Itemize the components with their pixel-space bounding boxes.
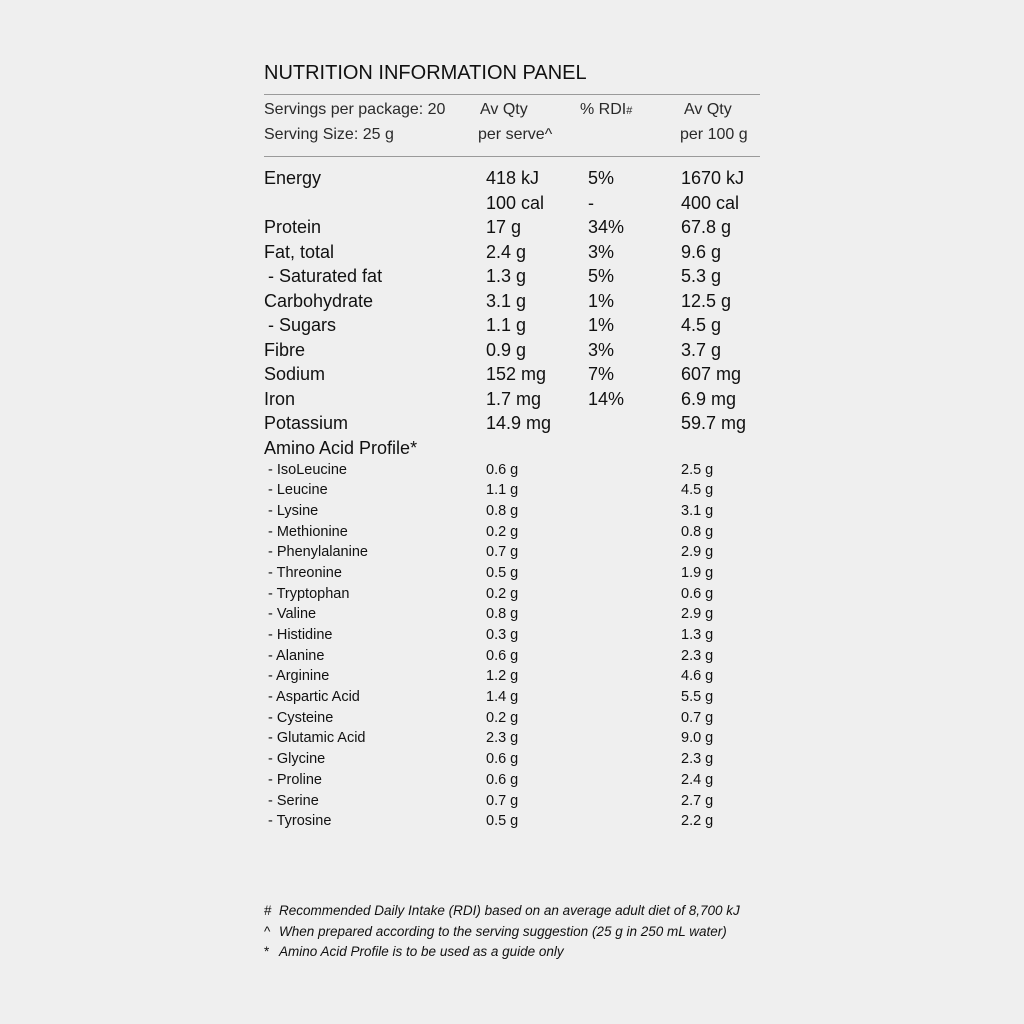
per-100g-value: 3.7 g (681, 339, 722, 360)
per-serve-value: 0.5 g (486, 813, 519, 830)
per-serve-value: 1.1 g (486, 482, 519, 499)
amino-acid-row (264, 687, 760, 708)
per-100g-value: 2.5 g (681, 461, 714, 478)
amino-acid-name: - Tyrosine (268, 813, 332, 830)
serving-size: Serving Size: 25 g (264, 126, 394, 143)
per-100g-value: 400 cal (681, 192, 740, 213)
amino-acid-row (264, 542, 760, 563)
rdi-value: 14% (588, 388, 625, 409)
per-100g-value: 2.9 g (681, 606, 714, 623)
amino-acid-row (264, 791, 760, 812)
nutrient-table (264, 166, 760, 436)
col-rdi-label (580, 101, 632, 119)
per-serve-value: 0.8 g (486, 606, 519, 623)
amino-acid-row (264, 501, 760, 522)
amino-acid-name: - Serine (268, 792, 319, 809)
per-serve-value: 418 kJ (486, 168, 540, 188)
footnote-symbol: ^ (264, 923, 271, 939)
nutrient-row (264, 215, 760, 240)
per-100g-value: 0.6 g (681, 585, 714, 602)
amino-acid-name: - Lysine (268, 502, 319, 519)
col-rdi-text: % RDI (580, 101, 627, 118)
amino-acid-name: - Histidine (268, 627, 333, 643)
per-100g-value: 4.5 g (681, 315, 722, 335)
nutrient-name: Fat, total (264, 241, 335, 262)
panel-title: NUTRITION INFORMATION PANEL (264, 62, 587, 84)
per-100g-value: 5.5 g (681, 689, 714, 706)
per-serve-value: 0.7 g (486, 792, 519, 809)
amino-acid-row (264, 728, 760, 749)
per-serve-value: 0.3 g (486, 627, 519, 643)
footnote-text: When prepared according to the serving suggestion (25 g in 250 mL water) (279, 923, 727, 939)
header-bottom-divider (264, 156, 760, 157)
per-serve-value: 100 cal (486, 192, 545, 213)
amino-acid-name: - Cysteine (268, 709, 334, 726)
per-100g-value: 607 mg (681, 364, 742, 384)
amino-acid-row (264, 522, 760, 543)
amino-acid-name: - Leucine (268, 482, 328, 499)
per-100g-value: 59.7 mg (681, 413, 747, 433)
nutrient-name: - Saturated fat (268, 266, 383, 286)
col-serve-label-1: Av Qty (480, 101, 528, 118)
amino-acid-row (264, 625, 760, 646)
per-serve-value: 0.8 g (486, 502, 519, 519)
per-serve-value: 14.9 mg (486, 413, 552, 433)
per-serve-value: 2.4 g (486, 241, 527, 262)
per-serve-value: 2.3 g (486, 730, 519, 747)
per-100g-value: 2.9 g (681, 544, 714, 561)
per-serve-value: 0.7 g (486, 544, 519, 561)
footnotes (264, 901, 740, 963)
footnote (264, 942, 740, 963)
per-serve-value: 0.6 g (486, 751, 519, 768)
rdi-value: 1% (588, 290, 615, 311)
nutrient-row (264, 338, 760, 363)
per-serve-value: 0.2 g (486, 709, 519, 726)
footnote (264, 901, 740, 922)
per-serve-value: 3.1 g (486, 290, 527, 311)
nutrient-name: Iron (264, 388, 296, 409)
nutrient-row (264, 289, 760, 314)
amino-acid-name: - Methionine (268, 523, 348, 540)
footnote-symbol: # (264, 903, 272, 918)
col-serve-label-2: per serve^ (478, 126, 553, 143)
amino-acid-row (264, 811, 760, 832)
per-100g-value: 4.5 g (681, 482, 714, 499)
amino-acid-name: - Phenylalanine (268, 544, 368, 561)
amino-acid-row (264, 563, 760, 584)
rdi-value: 3% (588, 339, 615, 360)
per-serve-value: 1.3 g (486, 266, 527, 286)
rdi-value: 5% (588, 168, 615, 188)
amino-acid-name: - Arginine (268, 668, 330, 685)
rdi-value: 34% (588, 217, 625, 237)
footnote-symbol: * (264, 944, 270, 959)
nutrient-row (264, 240, 760, 265)
amino-acid-row (264, 749, 760, 770)
per-serve-value: 0.6 g (486, 771, 519, 788)
per-100g-value: 6.9 mg (681, 388, 737, 409)
nutrient-row (264, 411, 760, 436)
rdi-value: 5% (588, 266, 615, 286)
col-100g-label-1: Av Qty (684, 101, 732, 118)
amino-acid-row (264, 770, 760, 791)
amino-acid-name: - Aspartic Acid (268, 689, 360, 706)
per-serve-value: 17 g (486, 217, 522, 237)
per-serve-value: 0.6 g (486, 461, 519, 478)
amino-acid-heading: Amino Acid Profile* (264, 437, 418, 458)
per-100g-value: 1.3 g (681, 627, 714, 643)
per-serve-value: 1.7 mg (486, 388, 542, 409)
per-100g-value: 0.8 g (681, 523, 714, 540)
per-100g-value: 1670 kJ (681, 168, 745, 188)
rdi-value: - (588, 192, 594, 213)
per-100g-value: 9.6 g (681, 241, 722, 262)
nutrient-name: Potassium (264, 413, 349, 433)
footnote-text: Amino Acid Profile is to be used as a guide only (279, 944, 564, 959)
amino-acid-name: - Valine (268, 606, 317, 623)
nutrient-name: Fibre (264, 339, 306, 360)
nutrient-name: Carbohydrate (264, 290, 374, 311)
nutrient-row (264, 387, 760, 412)
col-100g-label-2: per 100 g (680, 126, 748, 143)
per-100g-value: 2.3 g (681, 751, 714, 768)
per-100g-value: 0.7 g (681, 709, 714, 726)
amino-acid-name: - Alanine (268, 647, 325, 664)
amino-acid-row (264, 646, 760, 667)
col-rdi-marker: # (626, 105, 633, 117)
amino-acid-name: - Threonine (268, 564, 342, 581)
rdi-value: 1% (588, 315, 615, 335)
amino-acid-table (264, 460, 760, 832)
per-100g-value: 4.6 g (681, 668, 714, 685)
per-100g-value: 1.9 g (681, 564, 714, 581)
per-100g-value: 2.4 g (681, 771, 714, 788)
per-serve-value: 1.2 g (486, 668, 519, 685)
per-100g-value: 12.5 g (681, 290, 732, 311)
amino-acid-row (264, 460, 760, 481)
panel-header (264, 95, 760, 156)
footnote (264, 922, 740, 943)
nutrient-row (264, 264, 760, 289)
per-serve-value: 0.9 g (486, 339, 527, 360)
per-serve-value: 1.4 g (486, 689, 519, 706)
per-100g-value: 2.3 g (681, 647, 714, 664)
nutrition-panel (264, 60, 760, 832)
per-100g-value: 2.7 g (681, 792, 714, 809)
servings-per-package: Servings per package: 20 (264, 101, 446, 118)
per-100g-value: 9.0 g (681, 730, 714, 747)
amino-acid-row (264, 708, 760, 729)
per-100g-value: 5.3 g (681, 266, 722, 286)
per-serve-value: 0.5 g (486, 564, 519, 581)
amino-acid-row (264, 604, 760, 625)
amino-acid-row (264, 666, 760, 687)
per-serve-value: 0.6 g (486, 647, 519, 664)
amino-acid-row (264, 480, 760, 501)
nutrient-row (264, 313, 760, 338)
nutrient-name: Energy (264, 168, 322, 188)
rdi-value: 7% (588, 364, 615, 384)
per-100g-value: 67.8 g (681, 217, 732, 237)
nutrient-name: Protein (264, 217, 322, 237)
nutrient-row (264, 191, 760, 216)
per-100g-value: 3.1 g (681, 502, 714, 519)
nutrient-row (264, 362, 760, 387)
rdi-value: 3% (588, 241, 615, 262)
footnote-text: Recommended Daily Intake (RDI) based on an average adult diet of 8,700 kJ (279, 903, 740, 918)
per-serve-value: 1.1 g (486, 315, 527, 335)
amino-acid-name: - IsoLeucine (268, 461, 347, 478)
amino-acid-name: - Tryptophan (268, 585, 350, 602)
nutrient-row (264, 166, 760, 191)
per-100g-value: 2.2 g (681, 813, 714, 830)
per-serve-value: 0.2 g (486, 523, 519, 540)
per-serve-value: 152 mg (486, 364, 547, 384)
amino-acid-name: - Glutamic Acid (268, 730, 366, 747)
nutrient-name: - Sugars (268, 315, 337, 335)
amino-acid-row (264, 584, 760, 605)
amino-acid-name: - Proline (268, 771, 322, 788)
nutrient-name: Sodium (264, 364, 326, 384)
amino-acid-name: - Glycine (268, 751, 326, 768)
per-serve-value: 0.2 g (486, 585, 519, 602)
